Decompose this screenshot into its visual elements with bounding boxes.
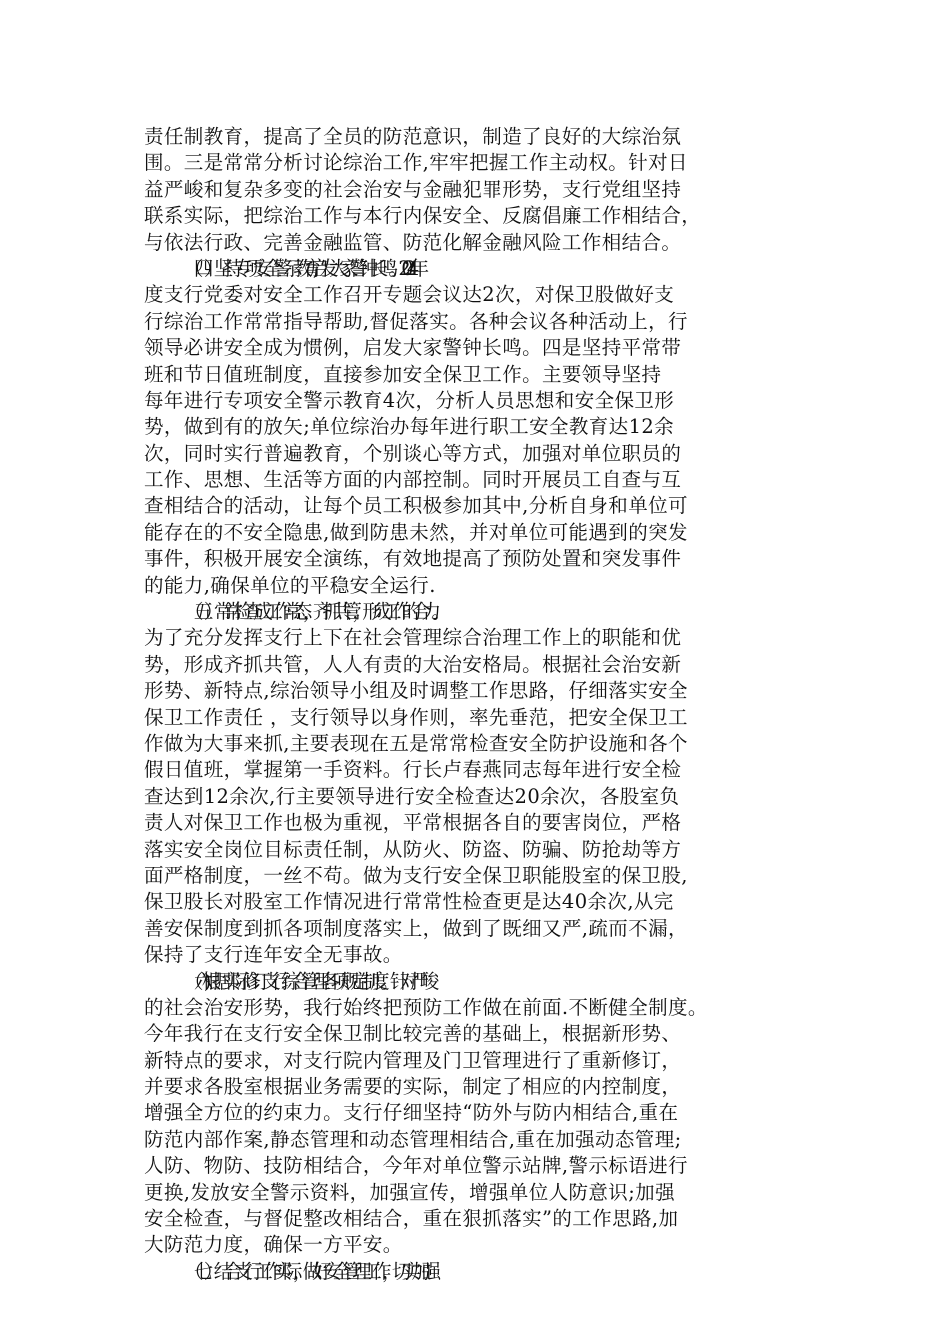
text-line: 联系实际，把综治工作与本行内保安全、反腐倡廉工作相结合， <box>144 204 702 228</box>
text-line: 作做为大事来抓,主要表现在五是常常检查安全防护设施和各个 <box>144 731 688 755</box>
text-line: 大防范力度，确保一方平安。 <box>144 1233 403 1257</box>
text-line: 责任制教育，提高了全员的防范意识，制造了良好的大综治氛 <box>144 125 682 148</box>
text-line: 假日值班，掌握第一手资料。行长卢春燕同志每年进行安全检 <box>144 758 682 782</box>
text-line: 的能力,确保单位的平稳安全运行. <box>144 573 436 597</box>
text-line: 更换,发放安全警示资料，加强宣传，增强单位人防意识;加强 <box>144 1180 675 1204</box>
text-line: 益严峻和复杂多变的社会治安与金融犯罪形势，支行党组坚持 <box>144 177 682 201</box>
paragraph-first-line: （四）坚持专项安全警示教育,启发大家警钟长鸣。2024年 <box>184 256 420 280</box>
text-line: 安全检查，与督促整改相结合，重在狠抓落实”的工作思路,加 <box>144 1207 679 1231</box>
document-body <box>144 124 844 1285</box>
text-line: 工作、思想、生活等方面的内部控制。同时开展员工自查与互 <box>144 468 682 492</box>
text-line: 今年我行在支行安全保卫制比较完善的基础上，根据新形势、 <box>144 1022 682 1046</box>
text-line: 善安保制度到抓各项制度落实上，做到了既细又严,疏而不漏， <box>144 916 688 940</box>
text-line: 领导必讲安全成为惯例，启发大家警钟长鸣。四是坚持平常带 <box>144 336 682 360</box>
text-line: 查达到12余次,行主要领导进行安全检查达20余次，各股室负 <box>144 784 680 808</box>
text-line: 事件，积极开展安全演练，有效地提高了预防处置和突发事件 <box>144 547 682 571</box>
text-line: 为了充分发挥支行上下在社会管理综合治理工作上的职能和优 <box>144 626 682 650</box>
text-line: 能存在的不安全隐患,做到防患未然，并对单位可能遇到的突发 <box>144 520 688 544</box>
paragraph-first-line: （七）结合支行工作实际，做好安全管理工作，切实加强 <box>184 1259 432 1283</box>
text-line: 行综治工作常常指导帮助,督促落实。各种会议各种活动上，行 <box>144 309 688 333</box>
text-line: 查相结合的活动，让每个员工积极参加其中,分析自身和单位可 <box>144 494 688 518</box>
text-line: 人防、物防、技防相结合，今年对单位警示站牌,警示标语进行 <box>144 1154 688 1178</box>
text-line: 次，同时实行普遍教育，个别谈心等方式，加强对单位职员的 <box>144 441 682 465</box>
text-line: 度支行党委对安全工作召开专题会议达2次，对保卫股做好支 <box>144 283 675 307</box>
text-line: 班和节日值班制度，直接参加安全保卫工作。主要领导坚持 <box>144 362 662 386</box>
text-line: 防范内部作案,静态管理和动态管理相结合,重在加强动态管理; <box>144 1127 682 1151</box>
text-line: 围。三是常常分析讨论综治工作,牢牢把握工作主动权。针对日 <box>144 151 688 175</box>
paragraph-first-line: （六)根据实际修订支行综合管理各项规定制度。针对严峻 <box>184 969 430 993</box>
text-line: 面严格制度，一丝不苟。做为支行安全保卫职能股室的保卫股, <box>144 863 688 887</box>
paragraph-first-line: （五）常常检查成工作常态，齐抓共管，形成工作的合力。 <box>184 600 442 624</box>
text-line: 势，做到有的放矢;单位综治办每年进行职工安全教育达12余 <box>144 415 675 439</box>
text-line: 责人对保卫工作也极为重视，平常根据各自的要害岗位，严格 <box>144 811 682 835</box>
text-line: 新特点的要求，对支行院内管理及门卫管理进行了重新修订， <box>144 1048 682 1072</box>
text-line: 保持了支行连年安全无事故。 <box>144 943 403 967</box>
text-line: 势，形成齐抓共管，人人有责的大治安格局。根据社会治安新 <box>144 652 682 676</box>
text-line: 并要求各股室根据业务需要的实际，制定了相应的内控制度， <box>144 1075 682 1099</box>
text-line: 落实安全岗位目标责任制，从防火、防盗、防骗、防抢劫等方 <box>144 837 682 861</box>
text-line: 保卫股长对股室工作情况进行常常性检查更是达40余次,从完 <box>144 890 674 914</box>
text-line: 每年进行专项安全警示教育4次，分析人员思想和安全保卫形 <box>144 388 675 412</box>
text-line: 增强全方位的约束力。支行仔细坚持“防外与防内相结合,重在 <box>144 1101 679 1125</box>
text-line: 形势、新特点,综治领导小组及时调整工作思路，仔细落实安全 <box>144 679 688 703</box>
text-line: 保卫工作责任 ，支行领导以身作则，率先垂范，把安全保卫工 <box>144 705 688 729</box>
text-line: 的社会治安形势，我行始终把预防工作做在前面.不断健全制度。 <box>144 995 708 1019</box>
text-line: 与依法行政、完善金融监管、防范化解金融风险工作相结合。 <box>144 230 682 254</box>
